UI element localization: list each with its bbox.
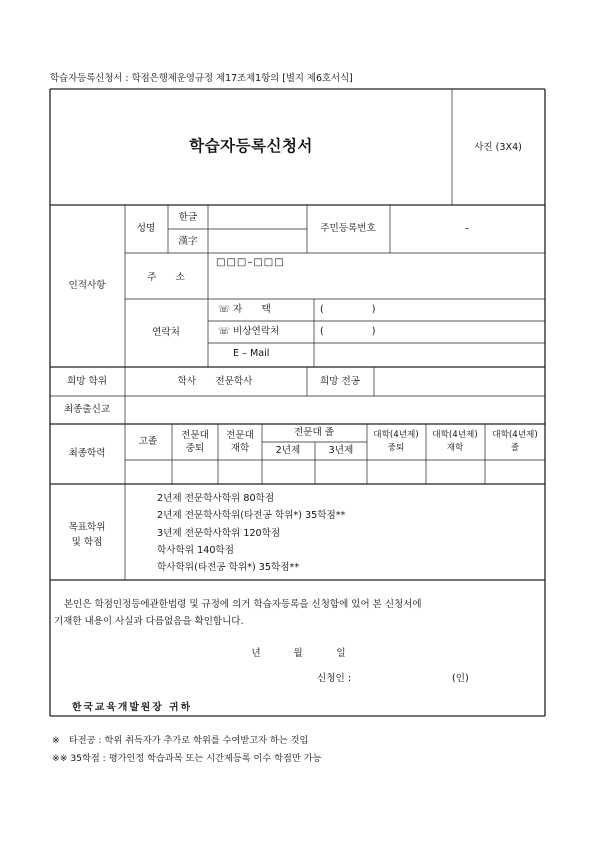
date-field[interactable]	[215, 643, 355, 663]
note-35-credits: ※※ 35학점 : 평가인정 학습과목 또는 시간제등록 이수 학점만 가능	[52, 753, 322, 764]
univ-dropout-label-1: 대학(4년제)	[373, 430, 419, 440]
school-field[interactable]	[126, 397, 544, 423]
univ-graduate-label-1: 대학(4년제)	[492, 430, 538, 440]
address-field[interactable]	[209, 272, 544, 298]
degree-label: 희망 학위	[66, 376, 108, 387]
hanja-label: 漢字	[178, 236, 198, 247]
rrn-label: 주민등록번호	[320, 223, 376, 234]
goal-option[interactable]: 2년제 전문학사학위 80학점	[157, 493, 275, 504]
seal-mark: (인)	[452, 673, 469, 684]
cc-graduate-label: 전문대 졸	[293, 427, 335, 438]
recipient: 한국교육개발원장 귀하	[72, 702, 193, 713]
form-reference: 학습자등록신청서 : 학점은행제운영규정 제17조제1항의 [별지 제6호서식]	[50, 73, 353, 84]
cc-enrolled-label-2: 재학	[230, 443, 250, 454]
goal-option[interactable]: 3년제 전문학사학위 120학점	[157, 528, 281, 539]
emergency-phone-field[interactable]: ( )	[320, 326, 376, 337]
degree-options[interactable]: 학사 전문학사	[177, 376, 253, 387]
applicant-label: 신청인 :	[317, 673, 352, 684]
address-label: 주 소	[147, 272, 185, 283]
rrn-dash: –	[464, 223, 470, 234]
univ-enrolled-label-1: 대학(4년제)	[432, 430, 478, 440]
cc-dropout-label-1: 전문대	[181, 430, 209, 441]
univ-dropout-label-2: 중퇴	[387, 443, 405, 453]
photo-area[interactable]	[453, 90, 544, 204]
education-label: 최종학력	[68, 448, 106, 459]
school-label: 최종출신교	[63, 404, 111, 415]
form-title: 학습자등록신청서	[189, 137, 313, 155]
date-day-label: 일	[336, 648, 346, 659]
date-year-label: 년	[251, 648, 261, 659]
photo-label: 사진 (3X4)	[474, 142, 522, 153]
goals-label-2: 및 학점	[71, 537, 103, 548]
personal-section-label: 인적사항	[68, 280, 106, 291]
postal-code-boxes[interactable]: □□□–□□□	[216, 257, 285, 268]
goal-option[interactable]: 2년제 전문학사학위(타전공 학위*) 35학점**	[157, 510, 346, 521]
declaration-line-1: 본인은 학점인정등에관한법령 및 규정에 의거 학습자등록을 신청함에 있어 본 신청서에	[64, 599, 422, 610]
goals-label-1: 목표학위	[68, 522, 106, 533]
three-year-label: 3년제	[328, 445, 354, 456]
name-label: 성명	[136, 223, 156, 234]
date-month-label: 월	[293, 648, 303, 659]
education-check-row[interactable]	[126, 461, 544, 483]
email-field[interactable]	[315, 344, 544, 366]
goal-option[interactable]: 학사학위 140학점	[157, 545, 234, 556]
home-phone-field[interactable]: ( )	[320, 304, 376, 315]
hanja-name-field[interactable]	[209, 230, 306, 252]
two-year-label: 2년제	[275, 445, 301, 456]
email-label: E – Mail	[233, 348, 270, 359]
note-other-major: ※ 타전공 : 학위 취득자가 추가로 학위를 수여받고자 하는 것임	[52, 735, 309, 746]
cc-dropout-label-2: 중퇴	[185, 443, 205, 454]
hangul-name-field[interactable]	[209, 206, 306, 228]
univ-enrolled-label-2: 재학	[446, 443, 464, 453]
emergency-phone-label: ☏ 비상연락처	[218, 326, 280, 337]
home-phone-label: ☏ 자 택	[218, 304, 271, 315]
hangul-label: 한글	[178, 212, 198, 223]
goal-option[interactable]: 학사학위(타전공 학위*) 35학점**	[157, 562, 300, 573]
cc-enrolled-label-1: 전문대	[226, 430, 254, 441]
major-field[interactable]	[375, 368, 544, 395]
contact-label: 연락처	[152, 327, 180, 338]
applicant-field[interactable]	[362, 668, 448, 688]
declaration-line-2: 기재한 내용이 사실과 다름없음을 확인합니다.	[54, 616, 244, 627]
high-school-label: 고졸	[138, 436, 158, 447]
univ-graduate-label-2: 졸	[510, 443, 520, 453]
rrn-field[interactable]	[391, 206, 544, 252]
major-label: 희망 전공	[319, 376, 361, 387]
